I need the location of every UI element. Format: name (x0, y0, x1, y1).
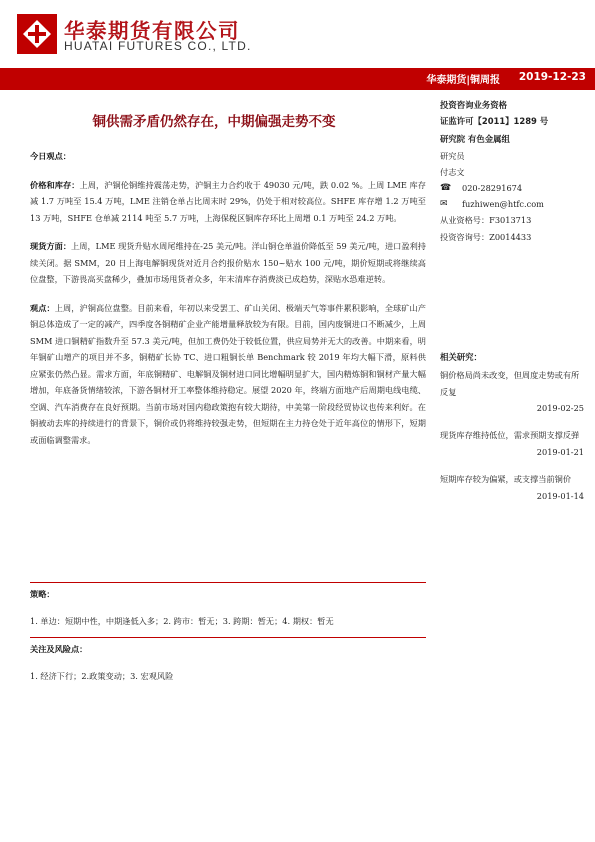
department: 研究院 有色金属组 (440, 134, 510, 145)
risk-section (30, 641, 426, 684)
paragraph-text: 上周，LME 现货升贴水周尾维持在-25 美元/吨。洋山铜仓单溢价降低至 59 美元/吨，进口盈利持续关闭。据 SMM，20 日上海电解铜现货对近月合约报价贴水 150~贴水 100 元/吨，期价短期或将继续高位盘整，下游畏高买盘稀少，叠加市场甩货者众多，年末清库存消费淡已成趋势，深贴水恐难逆转。 (30, 241, 426, 284)
risk-text: 1. 经济下行；2.政策变动；3. 宏观风险 (30, 670, 174, 681)
company-name-en: HUATAI FUTURES CO., LTD. (64, 39, 252, 53)
price-inventory-paragraph (30, 177, 426, 227)
phone-number: 020-28291674 (462, 183, 523, 194)
report-title: 铜供需矛盾仍然存在，中期偏强走势不变 (92, 114, 336, 130)
related-research (440, 349, 584, 514)
related-item (440, 427, 584, 461)
paragraph-text: 上周，沪铜高位盘整。目前来看，年初以来受罢工、矿山关闭、极端天气等事件累积影响，全球矿山产铜总体造成了一定的减产，四季度各铜精矿企业产能增量释放较为有限。目前，国内废铜进口不断减少，上周 SMM 进口铜精矿指数升至 57.3 美元/吨，但加工费仍处于较低位置，供应局势并无大的改善。中期来看，明年铜矿山增产的项目并不多，铜精矿长协 TC、进口粗铜长单 Benchmark 较 2019 年均大幅下滑，原料供应紧张仍然凸显。需求方面，年底铜精矿、电解铜及铜材进口同比增幅明显扩大，国内精炼铜和铜材产量大幅增加，年底备货情绪较浓，下游各铜材开工率整体维持稳定。展望 2020 年，终端方面地产后周期电线电缆、空调、汽车消费存在良好预期。当前市场对国内稳政策抱有较大期待，中美第一阶段经贸协议也传来利好。在铜被动去库的持续进行的背景下，铜价或仍将维持较强走势，但短期在主力持仓处于近年高位的情形下，短期或面临调整需求。 (30, 302, 426, 445)
related-title: 短期库存较为偏紧，或支撑当前铜价 (440, 473, 572, 484)
paragraph-text: 上周，沪铜伦铜维持震荡走势，沪铜主力合约收于 49030 元/吨，跌 0.02 %。上周 LME 库存减 1.7 万吨至 15.4 万吨，LME 注销仓单占比周末时 29%，仍处于相对较高位。SHFE 库存增 1.2 万吨至 13 万吨，SHFE 仓单减 2114 吨至 5.7 万吨，上海保税区铜库存环比上周增 0.1 万吨至 24.2 万吨。 (30, 179, 426, 223)
paragraph-label: 观点： (30, 302, 55, 313)
related-title: 现货库存维持低位，需求预期支撑反弹 (440, 430, 580, 441)
related-item (440, 471, 584, 505)
spot-paragraph (30, 238, 426, 288)
cert-row (440, 212, 584, 228)
related-date: 2019-01-14 (536, 490, 584, 501)
huatai-logo-icon (17, 14, 57, 54)
paragraph-label: 价格和库存： (30, 179, 80, 190)
strategy-text: 1. 单边：短期中性，中期逢低入多；2. 跨市：暂无；3. 跨期：暂无；4. 期权：暂无 (30, 615, 334, 626)
cert-number: F3013713 (489, 215, 532, 226)
license-title: 投资咨询业务资格 (440, 100, 507, 110)
report-header-bar (0, 68, 595, 90)
email-address: fuzhiwen@htfc.com (462, 199, 544, 210)
today-view-heading: 今日观点： (30, 151, 71, 161)
phone-icon: ☎ (440, 183, 452, 194)
related-heading: 相关研究： (440, 352, 482, 362)
email-row (440, 196, 584, 212)
related-date: 2019-02-25 (536, 403, 584, 414)
report-date: 2019-12-23 (518, 71, 586, 83)
license-number: 证监许可【2011】1289 号 (440, 116, 549, 127)
section-divider (30, 582, 426, 583)
consult-row (440, 229, 584, 245)
consult-number: Z0014433 (489, 231, 532, 242)
main-column (30, 148, 426, 448)
section-divider (30, 637, 426, 638)
report-tags: 华泰期货|铜周报 (426, 75, 500, 86)
analyst-role: 研究员 (440, 150, 465, 161)
risk-heading: 关注及风险点： (30, 644, 88, 654)
related-date: 2019-01-21 (536, 446, 584, 457)
related-item (440, 367, 584, 417)
related-title: 铜价格局尚未改变，但周度走势或有所反复 (440, 369, 580, 397)
view-paragraph (30, 300, 426, 449)
phone-row (440, 180, 584, 196)
strategy-heading: 策略： (30, 589, 55, 599)
analyst-name: 付志文 (440, 166, 465, 177)
consult-label: 投资咨询号： (440, 231, 490, 242)
analyst-sidebar (440, 97, 584, 245)
strategy-section (30, 586, 426, 629)
cert-label: 从业资格号： (440, 215, 490, 226)
paragraph-label: 现货方面： (30, 241, 72, 251)
envelope-icon: ✉ (440, 199, 448, 210)
company-name-cn: 华泰期货有限公司 (64, 19, 240, 43)
